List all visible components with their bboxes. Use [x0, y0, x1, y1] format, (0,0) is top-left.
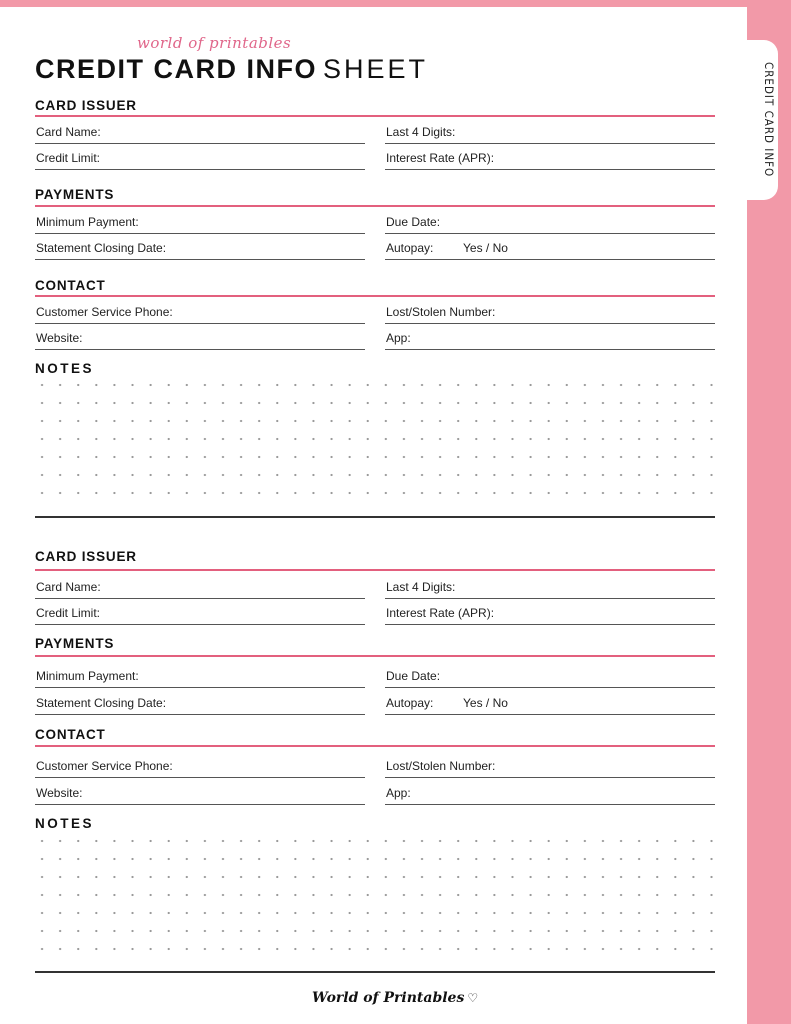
brand-script-logo: world of printables: [137, 34, 292, 52]
autopay-options[interactable]: Yes / No: [463, 241, 508, 255]
app-label: App:: [386, 786, 411, 800]
website-field[interactable]: [35, 778, 365, 805]
minimum-payment-field[interactable]: [35, 207, 365, 234]
credit-limit-label: Credit Limit:: [36, 151, 101, 165]
autopay-field[interactable]: [385, 233, 715, 260]
minimum-payment-label: Minimum Payment:: [36, 669, 139, 683]
customer-service-phone-field[interactable]: [35, 751, 365, 778]
last-4-digits-label: Last 4 Digits:: [386, 580, 456, 594]
notes-dot-grid[interactable]: [33, 832, 719, 958]
page-title: [35, 53, 428, 85]
statement-closing-date-field[interactable]: [35, 233, 365, 260]
footer-brand-logo: [312, 990, 478, 1006]
website-label: Website:: [36, 786, 83, 800]
credit-limit-label: Credit Limit:: [36, 606, 101, 620]
due-date-label: Due Date:: [386, 669, 441, 683]
lost-stolen-number-label: Lost/Stolen Number:: [386, 759, 496, 773]
section-heading-card-issuer: CARD ISSUER: [35, 98, 137, 113]
customer-service-phone-label: Customer Service Phone:: [36, 305, 173, 319]
customer-service-phone-field[interactable]: [35, 297, 365, 324]
website-label: Website:: [36, 331, 83, 345]
app-field[interactable]: [385, 778, 715, 805]
autopay-field[interactable]: [385, 688, 715, 715]
lost-stolen-number-label: Lost/Stolen Number:: [386, 305, 496, 319]
notes-dot-grid[interactable]: [33, 376, 719, 502]
section-heading-payments: PAYMENTS: [35, 636, 115, 651]
last-4-digits-field[interactable]: [385, 572, 715, 599]
footer-brand-text: World of Printables: [312, 990, 465, 1006]
due-date-field[interactable]: [385, 661, 715, 688]
minimum-payment-field[interactable]: [35, 661, 365, 688]
statement-closing-date-field[interactable]: [35, 688, 365, 715]
section-rule: [35, 569, 715, 571]
customer-service-phone-label: Customer Service Phone:: [36, 759, 173, 773]
section-rule: [35, 745, 715, 747]
interest-rate-label: Interest Rate (APR):: [386, 606, 495, 620]
page-title-bold: CREDIT CARD INFO: [35, 54, 317, 84]
section-heading-card-issuer: CARD ISSUER: [35, 549, 137, 564]
block-divider: [35, 516, 715, 518]
section-heading-notes: NOTES: [35, 816, 95, 831]
heart-icon: ♡: [467, 991, 479, 1005]
autopay-options[interactable]: Yes / No: [463, 696, 508, 710]
section-rule: [35, 655, 715, 657]
last-4-digits-label: Last 4 Digits:: [386, 125, 456, 139]
statement-closing-date-label: Statement Closing Date:: [36, 696, 167, 710]
interest-rate-field[interactable]: [385, 143, 715, 170]
lost-stolen-number-field[interactable]: [385, 297, 715, 324]
interest-rate-field[interactable]: [385, 598, 715, 625]
card-name-label: Card Name:: [36, 580, 101, 594]
app-label: App:: [386, 331, 411, 345]
statement-closing-date-label: Statement Closing Date:: [36, 241, 167, 255]
card-name-field[interactable]: [35, 572, 365, 599]
due-date-label: Due Date:: [386, 215, 441, 229]
website-field[interactable]: [35, 323, 365, 350]
interest-rate-label: Interest Rate (APR):: [386, 151, 495, 165]
minimum-payment-label: Minimum Payment:: [36, 215, 139, 229]
side-tab-label: CREDIT CARD INFO: [762, 62, 776, 178]
page-title-light: SHEET: [323, 54, 429, 84]
autopay-label: Autopay:: [386, 696, 434, 710]
section-heading-contact: CONTACT: [35, 727, 106, 742]
credit-limit-field[interactable]: [35, 598, 365, 625]
block-divider: [35, 971, 715, 973]
section-heading-contact: CONTACT: [35, 278, 106, 293]
section-heading-payments: PAYMENTS: [35, 187, 115, 202]
card-name-label: Card Name:: [36, 125, 101, 139]
app-field[interactable]: [385, 323, 715, 350]
card-name-field[interactable]: [35, 117, 365, 144]
section-heading-notes: NOTES: [35, 361, 95, 376]
autopay-label: Autopay:: [386, 241, 434, 255]
due-date-field[interactable]: [385, 207, 715, 234]
last-4-digits-field[interactable]: [385, 117, 715, 144]
lost-stolen-number-field[interactable]: [385, 751, 715, 778]
credit-limit-field[interactable]: [35, 143, 365, 170]
